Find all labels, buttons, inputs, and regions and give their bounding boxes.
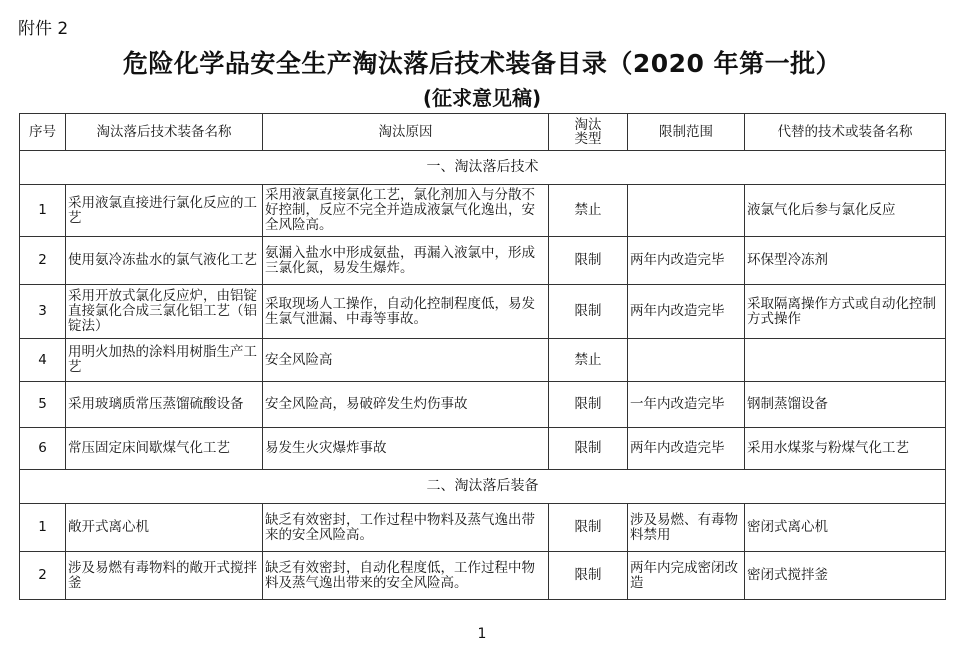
cell-no: 6 bbox=[20, 428, 66, 470]
cell-name: 采用开放式氯化反应炉，由铝锭直接氯化合成三氯化铝工艺（铝锭法） bbox=[66, 285, 263, 339]
header-type-label: 淘汰类型 bbox=[574, 116, 602, 147]
table-row bbox=[20, 382, 946, 428]
cell-no: 1 bbox=[20, 504, 66, 552]
cell-replacement: 液氯气化后参与氯化反应 bbox=[745, 185, 946, 237]
cell-no: 1 bbox=[20, 185, 66, 237]
cell-replacement: 采取隔离操作方式或自动化控制方式操作 bbox=[745, 285, 946, 339]
cell-reason: 采取现场人工操作，自动化控制程度低，易发生氯气泄漏、中毒等事故。 bbox=[263, 285, 549, 339]
table-header-row bbox=[20, 114, 946, 151]
cell-type: 限制 bbox=[549, 504, 628, 552]
header-replacement: 代替的技术或装备名称 bbox=[745, 114, 946, 151]
cell-replacement: 密闭式搅拌釜 bbox=[745, 552, 946, 600]
table-row bbox=[20, 552, 946, 600]
document-subtitle: (征求意见稿) bbox=[422, 86, 542, 110]
cell-type: 限制 bbox=[549, 552, 628, 600]
cell-reason: 安全风险高，易破碎发生灼伤事故 bbox=[263, 382, 549, 428]
cell-type: 限制 bbox=[549, 285, 628, 339]
cell-reason: 安全风险高 bbox=[263, 339, 549, 382]
table-row bbox=[20, 285, 946, 339]
page-number: 1 bbox=[477, 626, 487, 642]
cell-type: 禁止 bbox=[549, 339, 628, 382]
cell-name: 使用氨冷冻盐水的氯气液化工艺 bbox=[66, 237, 263, 285]
table-row bbox=[20, 339, 946, 382]
cell-scope: 两年内改造完毕 bbox=[628, 428, 745, 470]
cell-scope: 两年内改造完毕 bbox=[628, 285, 745, 339]
table-row bbox=[20, 185, 946, 237]
cell-scope: 两年内改造完毕 bbox=[628, 237, 745, 285]
header-type bbox=[549, 114, 628, 151]
cell-replacement: 钢制蒸馏设备 bbox=[745, 382, 946, 428]
cell-reason: 易发生火灾爆炸事故 bbox=[263, 428, 549, 470]
section-row bbox=[20, 151, 946, 185]
cell-replacement bbox=[745, 339, 946, 382]
cell-no: 3 bbox=[20, 285, 66, 339]
cell-name: 采用玻璃质常压蒸馏硫酸设备 bbox=[66, 382, 263, 428]
table-row bbox=[20, 504, 946, 552]
cell-name: 采用液氯直接进行氯化反应的工艺 bbox=[66, 185, 263, 237]
cell-scope bbox=[628, 339, 745, 382]
equipment-table bbox=[19, 113, 946, 600]
attachment-label: 附件 2 bbox=[18, 19, 69, 39]
cell-no: 2 bbox=[20, 552, 66, 600]
header-scope: 限制范围 bbox=[628, 114, 745, 151]
cell-reason: 缺乏有效密封，自动化程度低，工作过程中物料及蒸气逸出带来的安全风险高。 bbox=[263, 552, 549, 600]
cell-name: 常压固定床间歇煤气化工艺 bbox=[66, 428, 263, 470]
cell-replacement: 采用水煤浆与粉煤气化工艺 bbox=[745, 428, 946, 470]
cell-scope: 两年内完成密闭改造 bbox=[628, 552, 745, 600]
cell-name: 用明火加热的涂料用树脂生产工艺 bbox=[66, 339, 263, 382]
cell-name: 敞开式离心机 bbox=[66, 504, 263, 552]
cell-type: 限制 bbox=[549, 237, 628, 285]
header-reason: 淘汰原因 bbox=[263, 114, 549, 151]
cell-scope bbox=[628, 185, 745, 237]
cell-no: 4 bbox=[20, 339, 66, 382]
header-name: 淘汰落后技术装备名称 bbox=[66, 114, 263, 151]
cell-type: 限制 bbox=[549, 382, 628, 428]
section-title: 二、淘汰落后装备 bbox=[20, 470, 946, 504]
cell-reason: 氨漏入盐水中形成氨盐，再漏入液氯中，形成三氯化氮，易发生爆炸。 bbox=[263, 237, 549, 285]
cell-replacement: 环保型冷冻剂 bbox=[745, 237, 946, 285]
section-title: 一、淘汰落后技术 bbox=[20, 151, 946, 185]
header-no: 序号 bbox=[20, 114, 66, 151]
table-row bbox=[20, 428, 946, 470]
cell-no: 2 bbox=[20, 237, 66, 285]
cell-type: 禁止 bbox=[549, 185, 628, 237]
cell-name: 涉及易燃有毒物料的敞开式搅拌釜 bbox=[66, 552, 263, 600]
cell-scope: 一年内改造完毕 bbox=[628, 382, 745, 428]
cell-reason: 缺乏有效密封，工作过程中物料及蒸气逸出带来的安全风险高。 bbox=[263, 504, 549, 552]
cell-replacement: 密闭式离心机 bbox=[745, 504, 946, 552]
cell-type: 限制 bbox=[549, 428, 628, 470]
section-row bbox=[20, 470, 946, 504]
document-title: 危险化学品安全生产淘汰落后技术装备目录（2020 年第一批） bbox=[122, 49, 842, 78]
table-row bbox=[20, 237, 946, 285]
cell-no: 5 bbox=[20, 382, 66, 428]
cell-reason: 采用液氯直接氯化工艺，氯化剂加入与分散不好控制，反应不完全并造成液氯气化逸出，安全风险高。 bbox=[263, 185, 549, 237]
cell-scope: 涉及易燃、有毒物料禁用 bbox=[628, 504, 745, 552]
